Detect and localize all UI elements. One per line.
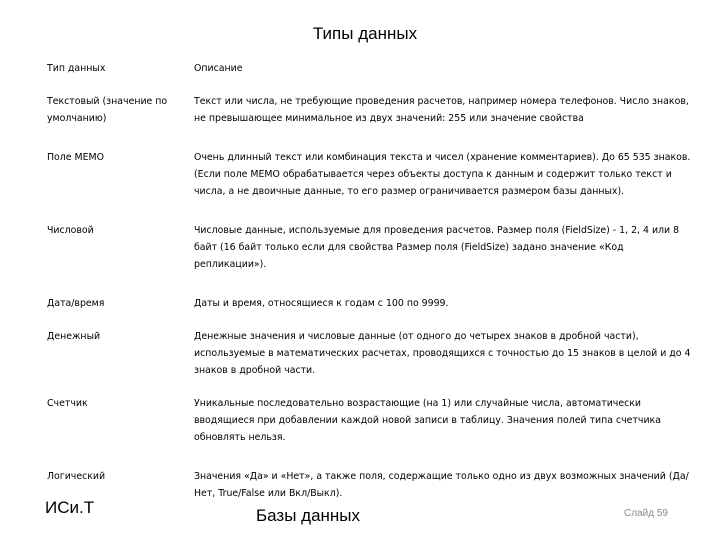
description-cell: Числовые данные, используемые для проведения расчетов. Размер поля (FieldSize) - 1, 2, 4 или 8 байт (16 байт только если для свойства Размер поля (FieldSize) задано значение «Код репликации»). bbox=[194, 225, 680, 270]
description-cell: Денежные значения и числовые данные (от одного до четырех знаков в дробной части), используемые в математических расчетах, проводящихся с точностью до 15 знаков в целой и до 4 знаков в дробной части. bbox=[194, 331, 691, 376]
table-header-row bbox=[47, 60, 697, 93]
type-cell: Дата/время bbox=[47, 298, 105, 309]
table-row bbox=[47, 468, 697, 502]
type-cell: Числовой bbox=[47, 225, 94, 236]
footer-left-text: ИСи.Т bbox=[45, 498, 95, 517]
slide-title: Типы данных bbox=[312, 24, 418, 43]
footer-center-text: Базы данных bbox=[256, 506, 361, 525]
table-row bbox=[47, 93, 697, 149]
type-cell: Денежный bbox=[47, 331, 101, 342]
type-cell: Текстовый (значение по умолчанию) bbox=[47, 96, 168, 124]
description-cell: Даты и время, относящиеся к годам с 100 по 9999. bbox=[194, 298, 449, 309]
table-row bbox=[47, 295, 697, 328]
data-types-table bbox=[47, 60, 697, 502]
table-row bbox=[47, 149, 697, 222]
slide-number: Слайд 59 bbox=[624, 508, 668, 519]
description-cell: Уникальные последовательно возрастающие (на 1) или случайные числа, автоматически вводящиеся при добавлении каждой новой записи в таблицу. Значения полей типа счетчика обновлять нельзя. bbox=[194, 398, 661, 443]
type-cell: Логический bbox=[47, 471, 106, 482]
type-cell: Счетчик bbox=[47, 398, 88, 409]
table-row bbox=[47, 395, 697, 468]
type-cell: Поле MEMO bbox=[47, 152, 105, 163]
header-type: Тип данных bbox=[47, 63, 106, 74]
header-description: Описание bbox=[194, 63, 243, 74]
table-row bbox=[47, 328, 697, 395]
description-cell: Очень длинный текст или комбинация текста и чисел (хранение комментариев). До 65 535 знаков. (Если поле MEMO обрабатывается через объекты доступа к данным и содержит только текст и числа, а не двоичные данные, то его размер ограничивается размером базы данных). bbox=[194, 152, 691, 197]
description-cell: Текст или числа, не требующие проведения расчетов, например номера телефонов. Число знаков, не превышающее минимальное из двух значений: 255 или значение свойства bbox=[194, 96, 689, 124]
table-row bbox=[47, 222, 697, 295]
description-cell: Значения «Да» и «Нет», а также поля, содержащие только одно из двух возможных значений (Да/Нет, True/False или Вкл/Выкл). bbox=[194, 471, 689, 499]
